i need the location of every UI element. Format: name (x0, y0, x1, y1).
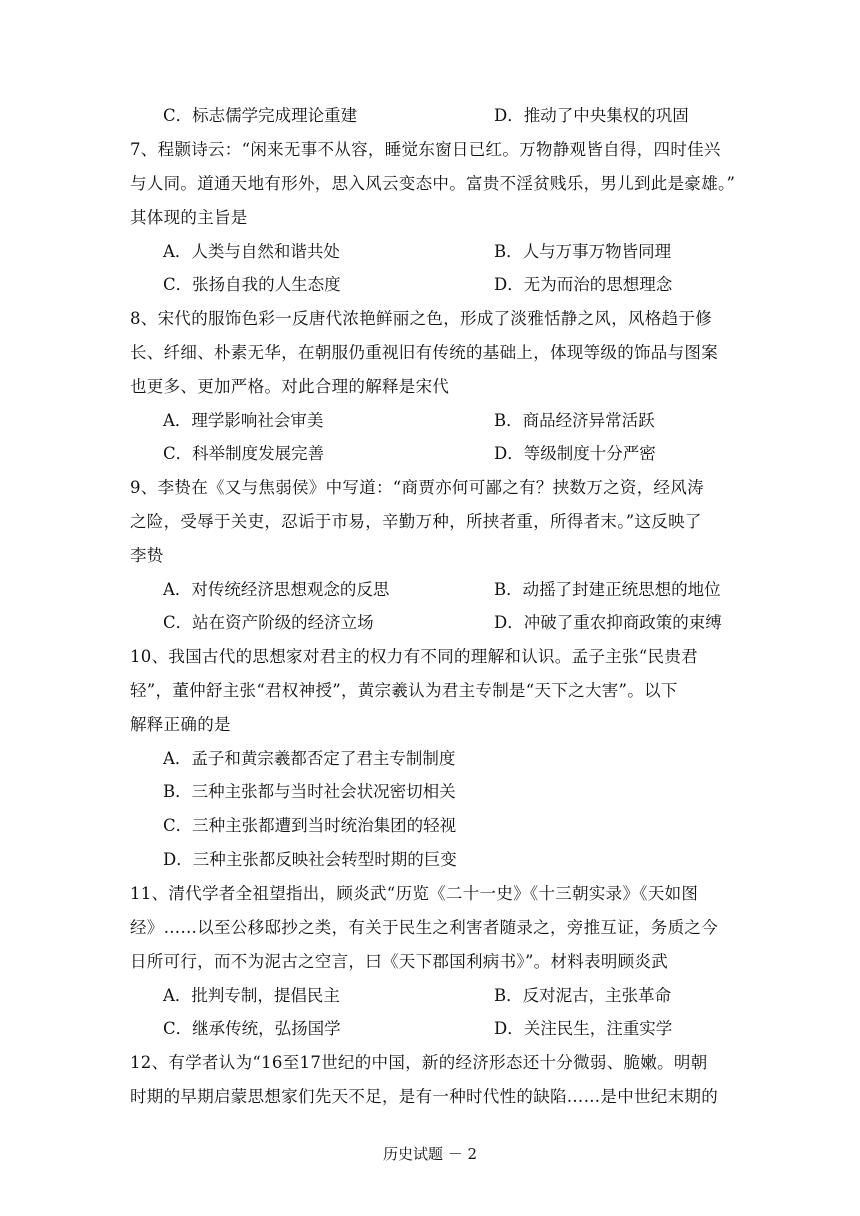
q8-option-b: B．商品经济异常活跃 (494, 411, 655, 430)
q9-option-c: C．站在资产阶级的经济立场 (163, 613, 374, 632)
q10-option-c: C．三种主张都遭到当时统治集团的轻视 (163, 816, 457, 835)
q8-stem-line-3: 也更多、更加严格。对此合理的解释是宋代 (130, 377, 450, 396)
q11-option-c: C．继承传统，弘扬国学 (163, 1019, 341, 1038)
q7-stem-line-3: 其体现的主旨是 (130, 208, 248, 227)
q11-option-a: A．批判专制，提倡民主 (163, 986, 340, 1005)
q8-option-d: D．等级制度十分严密 (494, 444, 656, 463)
q10-option-b: B．三种主张都与当时社会状况密切相关 (163, 782, 456, 801)
q12-stem-line-1: 12、有学者认为“16至17世纪的中国，新的经济形态还十分微弱、脆嫩。明朝 (130, 1053, 708, 1072)
q8-option-a: A．理学影响社会审美 (163, 411, 324, 430)
q9-option-b: B．动摇了封建正统思想的地位 (494, 580, 721, 599)
q7-stem-line-2: 与人同。道通天地有形外，思入风云变态中。富贵不淫贫贱乐，男儿到此是豪雄。” (130, 174, 736, 193)
q8-stem-line-2: 长、纤细、朴素无华，在朝服仍重视旧有传统的基础上，体现等级的饰品与图案 (130, 343, 718, 362)
q9-option-d: D．冲破了重农抑商政策的束缚 (494, 613, 722, 632)
q10-stem-line-2: 轻”，董仲舒主张“君权神授”，黄宗羲认为君主专制是“天下之大害”。以下 (130, 681, 678, 700)
q9-option-a: A．对传统经济思想观念的反思 (163, 580, 390, 599)
q12-stem-line-2: 时期的早期启蒙思想家们先天不足，是有一种时代性的缺陷……是中世纪末期的 (130, 1087, 718, 1106)
q9-stem-line-2: 之险，受辱于关吏，忍诟于市易，辛勤万种，所挟者重，所得者末。”这反映了 (130, 512, 702, 531)
q10-option-a: A．孟子和黄宗羲都否定了君主专制制度 (163, 749, 456, 768)
q9-stem-line-1: 9、李贽在《又与焦弱侯》中写道：“商贾亦何可鄙之有？挟数万之资，经风涛 (130, 478, 704, 497)
q8-stem-line-1: 8、宋代的服饰色彩一反唐代浓艳鲜丽之色，形成了淡雅恬静之风，风格趋于修 (130, 309, 712, 328)
q9-stem-line-3: 李贽 (130, 546, 164, 565)
q11-option-d: D．关注民生，注重实学 (494, 1019, 673, 1038)
page-footer: 历史试题 － 2 (382, 1145, 478, 1163)
q7-option-c: C．张扬自我的人生态度 (163, 275, 341, 294)
q7-option-a: A．人类与自然和谐共处 (163, 242, 340, 261)
q10-option-d: D．三种主张都反映社会转型时期的巨变 (163, 850, 457, 869)
q10-stem-line-3: 解释正确的是 (130, 715, 231, 734)
q8-option-c: C．科举制度发展完善 (163, 444, 325, 463)
q11-stem-line-1: 11、清代学者全祖望指出，顾炎武“历览《二十一史》《十三朝实录》《天如图 (130, 884, 699, 903)
q11-stem-line-3: 日所可行，而不为泥古之空言，曰《天下郡国利病书》”。材料表明顾炎武 (130, 952, 669, 971)
q6-option-d: D．推动了中央集权的巩固 (494, 106, 689, 125)
q7-stem-line-1: 7、程颢诗云：“闲来无事不从容，睡觉东窗日已红。万物静观皆自得，四时佳兴 (130, 140, 721, 159)
q11-stem-line-2: 经》……以至公移邸抄之类，有关于民生之利害者随录之，旁推互证，务质之今 (130, 918, 718, 937)
q7-option-d: D．无为而治的思想理念 (494, 275, 673, 294)
q10-stem-line-1: 10、我国古代的思想家对君主的权力有不同的理解和认识。孟子主张“民贵君 (130, 647, 698, 666)
q7-option-b: B．人与万事万物皆同理 (494, 242, 672, 261)
q6-option-c: C．标志儒学完成理论重建 (163, 106, 358, 125)
q11-option-b: B．反对泥古，主张革命 (494, 986, 672, 1005)
